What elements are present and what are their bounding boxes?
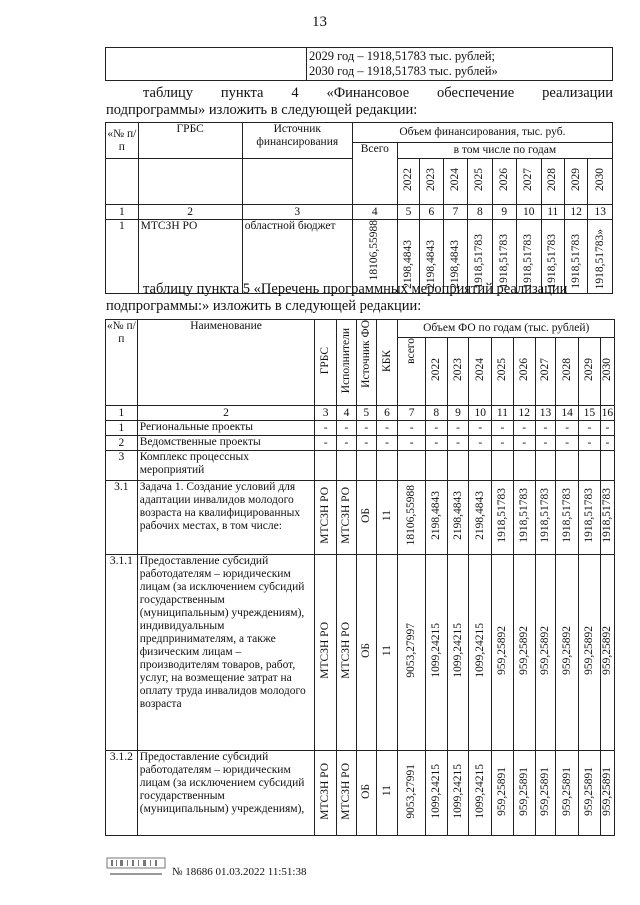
top-table-line1: 2029 год – 1918,51783 тыс. рублей; bbox=[309, 49, 496, 63]
t1-header-grbs: ГРБС bbox=[138, 123, 242, 159]
t2-header-exec: Исполнители bbox=[337, 320, 357, 406]
t2-header-grbs: ГРБС bbox=[315, 320, 337, 406]
t1-colnum: 6 bbox=[420, 205, 443, 220]
t2-row-3-1: 3.1 Задача 1. Создание условий для адаптации инвалидов молодого возраста на квалифицированных рабочих местах, в том числе: МТСЗН РО МТСЗН РО ОБ 11 18106,55988 2198,4843 2198,4843 2198,4843 1918,51783 1918,51783 1918,51783 1918,51783 1918,51783 1918,51783 bbox=[106, 481, 615, 555]
t2-row-complex: 3 Комплекс процессных мероприятий bbox=[106, 451, 615, 481]
t1-colnum: 1 bbox=[106, 205, 139, 220]
t1-row-total: 18106,55988 bbox=[352, 220, 397, 294]
t1-colnum: 9 bbox=[492, 205, 516, 220]
t2-colnum: 10 bbox=[469, 406, 492, 421]
t1-row-source: областной бюджет bbox=[242, 220, 352, 294]
t2-colnum: 7 bbox=[398, 406, 426, 421]
top-table-line2: 2030 год – 1918,51783 тыс. рублей» bbox=[309, 64, 498, 78]
barcode-stamp-icon bbox=[106, 857, 166, 881]
t1-colnum: 11 bbox=[541, 205, 564, 220]
t2-colnum: 6 bbox=[376, 406, 398, 421]
t1-colnum: 13 bbox=[588, 205, 613, 220]
t2-year: 2026 bbox=[513, 338, 535, 406]
t1-year: 2022 bbox=[397, 159, 419, 205]
t2-colnum: 8 bbox=[425, 406, 447, 421]
t2-header-name: Наименование bbox=[137, 320, 315, 406]
t1-row-value: 1918,51783 bbox=[564, 220, 587, 294]
t1-year: 2029 bbox=[564, 159, 587, 205]
t1-year: 2024 bbox=[443, 159, 467, 205]
t1-row-value: 1918,51783 bbox=[541, 220, 564, 294]
t1-colnum: 5 bbox=[397, 205, 419, 220]
t2-header-kbk: КБК bbox=[376, 320, 398, 406]
t1-year: 2027 bbox=[517, 159, 541, 205]
t1-row-value: 2198,4843 bbox=[443, 220, 467, 294]
t2-header-num: «№ п/п bbox=[106, 320, 138, 406]
t2-year: 2023 bbox=[447, 338, 469, 406]
document-footer: № 18686 01.03.2022 11:51:38 bbox=[172, 866, 307, 878]
t2-row-regional: 1 Региональные проекты - - - - - - - - - - - - - - bbox=[106, 421, 615, 436]
page-number: 13 bbox=[312, 14, 327, 30]
t2-colnum: 13 bbox=[535, 406, 556, 421]
t2-header-volume: Объем ФО по годам (тыс. рублей) bbox=[398, 320, 615, 338]
t2-colnum: 5 bbox=[356, 406, 376, 421]
t1-row-value: 1918,51783 bbox=[492, 220, 516, 294]
t1-colnum: 10 bbox=[517, 205, 541, 220]
t2-colnum: 16 bbox=[601, 406, 614, 419]
t2-year: 2024 bbox=[469, 338, 492, 406]
t1-row-value: 1918,51783 bbox=[517, 220, 541, 294]
t2-row-departmental: 2 Ведомственные проекты - - - - - - - - - - - - - - bbox=[106, 436, 615, 451]
t1-header-source: Источник финансирования bbox=[242, 123, 352, 159]
t1-colnum: 7 bbox=[443, 205, 467, 220]
para1-line2: подпрограммы» изложить в следующей редакции: bbox=[106, 102, 418, 118]
t1-colnum: 12 bbox=[564, 205, 587, 220]
t1-colnum: 8 bbox=[468, 205, 492, 220]
t2-colnum: 15 bbox=[579, 406, 601, 421]
t2-colnum: 11 bbox=[492, 406, 514, 421]
t2-colnum: 4 bbox=[337, 406, 357, 421]
measures-table bbox=[105, 319, 615, 836]
para2-line1: таблицу пункта 5 «Перечень программных мероприятий реализации bbox=[143, 281, 568, 297]
t1-colnum: 4 bbox=[352, 205, 397, 220]
t1-row-grbs: МТСЗН РО bbox=[138, 220, 242, 294]
t2-row-3-1-1: 3.1.1 Предоставление субсидий работодателям – юридическим лицам (за исключением субсидий государственным (муниципальным) учреждениям), индивидуальным предпринимателям, а также физическим лицам – производителям товаров, работ, услуг, на возмещение затрат на оплату труда инвалидов молодого возраста МТСЗН РО МТСЗН РО ОБ 11 9053,27997 1099,24215 1099,24215 1099,24215 959,25892 959,25892 959,25892 959,25892 959,25892 959,25892 bbox=[106, 555, 615, 751]
t2-header-src: Источник ФО bbox=[356, 320, 376, 406]
t1-year: 2028 bbox=[541, 159, 564, 205]
t1-year: 2025 bbox=[468, 159, 492, 205]
t2-colnum: 3 bbox=[315, 406, 337, 421]
t1-row-value: 1918,51783» bbox=[588, 220, 613, 294]
t2-year: 2027 bbox=[535, 338, 556, 406]
t2-year: 2029 bbox=[579, 338, 601, 406]
t1-colnum: 2 bbox=[138, 205, 242, 220]
t2-colnum: 1 bbox=[106, 406, 138, 421]
t1-header-volume: Объем финансирования, тыс. руб. bbox=[352, 123, 612, 143]
t2-year: 2028 bbox=[556, 338, 579, 406]
t2-header-total: всего bbox=[398, 338, 426, 406]
t1-year: 2023 bbox=[420, 159, 443, 205]
para1-line1: таблицу пункта 4 «Финансовое обеспечение реализации bbox=[143, 85, 613, 101]
t1-header-incl: в том числе по годам bbox=[397, 143, 612, 159]
t1-row-num: 1 bbox=[106, 220, 139, 294]
t1-row-value: 1918,51783 bbox=[468, 220, 492, 294]
t1-row-value: 2198,4843 bbox=[397, 220, 419, 294]
top-table bbox=[105, 47, 613, 81]
t2-colnum: 9 bbox=[447, 406, 469, 421]
t1-header-num: «№ п/п bbox=[106, 123, 139, 159]
t2-colnum: 2 bbox=[137, 406, 315, 421]
t1-colnum: 3 bbox=[242, 205, 352, 220]
t2-year: 2025 bbox=[492, 338, 514, 406]
t1-row-value: 2198,4843 bbox=[420, 220, 443, 294]
t2-year: 2030 bbox=[600, 338, 614, 406]
t1-header-total: Всего bbox=[352, 143, 397, 205]
t2-row-3-1-2: 3.1.2 Предоставление субсидий работодателям – юридическим лицам (за исключением субсидий государственным (муниципальным) учреждениям), МТСЗН РО МТСЗН РО ОБ 11 9053,27991 1099,24215 1099,24215 1099,24215 959,25891 959,25891 959,25891 959,25891 959,25891 959,25891 bbox=[106, 751, 615, 836]
finance-table bbox=[105, 122, 613, 294]
t2-year: 2022 bbox=[425, 338, 447, 406]
t2-colnum: 14 bbox=[556, 406, 579, 421]
t1-year: 2026 bbox=[492, 159, 516, 205]
t2-colnum: 12 bbox=[513, 406, 535, 421]
t1-year: 2030 bbox=[588, 159, 613, 205]
para2-line2: подпрограммы:» изложить в следующей редакции: bbox=[106, 298, 422, 314]
